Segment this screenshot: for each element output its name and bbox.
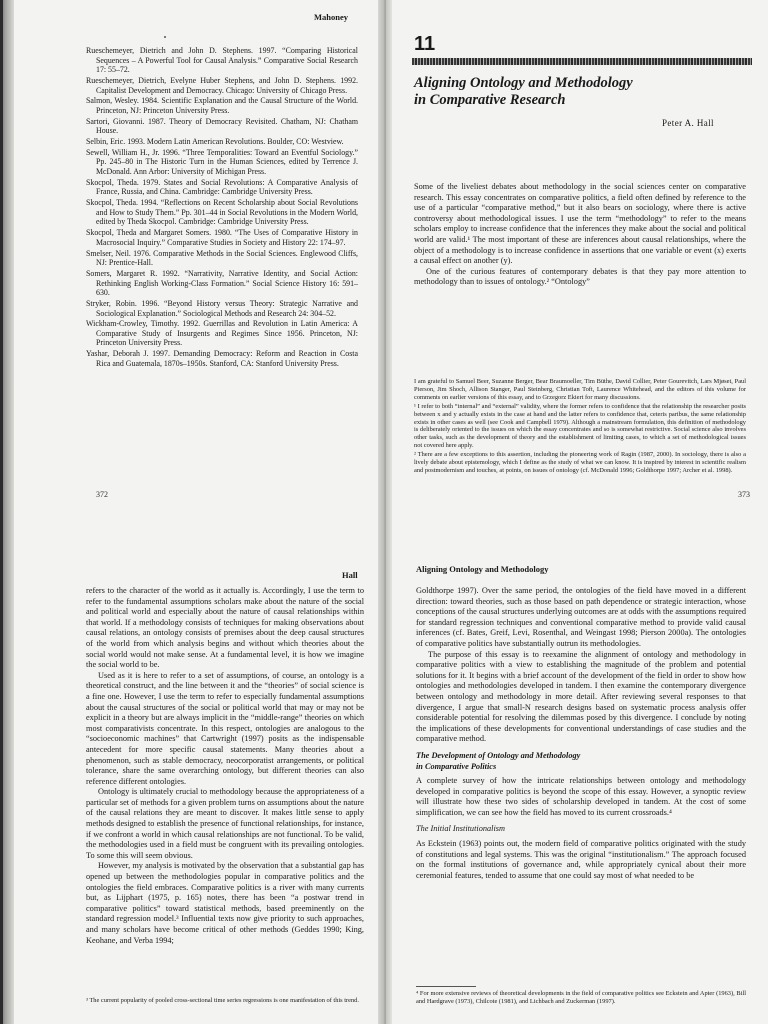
running-head: Aligning Ontology and Methodology (416, 564, 549, 574)
speck (164, 36, 166, 38)
chapter-title-line-1: Aligning Ontology and Methodology (414, 75, 633, 91)
paragraph: Ontology is ultimately crucial to methodology because the appropriateness of a particular set of methods for a given problem turns on assumptions about the nature of the causal relations they are meant to discover. It makes little sense to apply methods designed to establish the presence of functional relationships, for instance, if we confront a world in which causal relationships are not functional. To be valid, the methodologies used in a field must be congruent with its prevailing ontologies. To some this will seem obvious. (86, 787, 364, 860)
footnotes (416, 986, 746, 1007)
running-head: Hall (342, 570, 358, 580)
section-heading-line-2: in Comparative Politics (416, 761, 497, 771)
footnote-2: ² There are a few exceptions to this assertion, including the pioneering work of Ragin (1987, 2000). In sociology, there is also a lively debate about epistemology, which I define as the study of what we can know. It is inspired by interest in scientific realism and postmodernism and touches, at points, on issues of ontology (cf. McDonald 1996; Goldthorpe 1997; Archer et al. 1998). (414, 451, 746, 474)
paragraph: However, my analysis is motivated by the observation that a substantial gap has opened up between the methodologies popular in comparative politics and the ontologies the field embraces. Comparative politics is a river with many currents but, as Lijphart (1975, p. 165) notes, there has been “a postwar trend in comparative politics” toward statistical methods, based preeminently on the standard regression model.³ Influential texts now give priority to such approaches, and many scholars have become critical of other methods (Geddes 1990; King, Keohane, and Verba 1994; (86, 861, 364, 945)
title-rule (412, 58, 752, 65)
reference-entry: Yashar, Deborah J. 1997. Demanding Democracy: Reform and Reaction in Costa Rica and Guatemala, 1870s–1950s. Stanford, CA: Stanford University Press. (86, 349, 358, 368)
reference-list (86, 46, 358, 370)
paragraph: A complete survey of how the intricate relationships between ontology and methodology developed in comparative politics is beyond the scope of this essay. However, a synoptic review will illustrate how these two sides of scholarship developed in tandem. At the cost of some simplification, we can see how the field has moved to its current crossroads.⁴ (416, 776, 746, 817)
reference-entry: Rueschemeyer, Dietrich, Evelyne Huber Stephens, and John D. Stephens. 1992. Capitalist Development and Democracy. Chicago: University of Chicago Press. (86, 75, 358, 95)
footnote-rule (416, 986, 476, 987)
footnote-4: ⁴ For more extensive reviews of theoretical developments in the field of comparative politics see Eckstein and Apter (1963), Bill and Hardgrave (1973), Chilcote (1981), and Lichbach and Zuckerman (1997). (416, 990, 746, 1005)
body-text (414, 182, 746, 288)
reference-entry: Rueschemeyer, Dietrich and John D. Stephens. 1997. “Comparing Historical Sequences – A Powerful Tool for Causal Analysis.” Comparative Social Research 17: 55–72. (86, 46, 358, 75)
bottom-spread (0, 512, 768, 1024)
page-372 (14, 0, 378, 512)
reference-entry: Wickham-Crowley, Timothy. 1992. Guerrillas and Revolution in Latin America: A Comparative Study of Insurgents and Regimes Since 1956. Princeton, NJ: Princeton University Press. (86, 319, 358, 348)
footnotes (86, 997, 364, 1006)
section-heading-line-1: The Development of Ontology and Methodology (416, 750, 581, 760)
reference-entry: Selbin, Eric. 1993. Modern Latin American Revolutions. Boulder, CO: Westview. (86, 137, 344, 147)
page-number: 373 (738, 490, 750, 499)
running-head: Mahoney (314, 12, 348, 22)
chapter-title (414, 75, 754, 109)
paragraph: Used as it is here to refer to a set of assumptions, of course, an ontology is a theoretical construct, and the line between it and the “theories” of social science is a fine one. However, I use the term to refer to especially fundamental assumptions about the causal structures of the social or political world that may or may not be explicit in a theory but are always implicit in the “middle-range” theories on which most comparativists concentrate. In this respect, ontologies are analogous to the “socioeconomic machines” that Cartwright (1997) posits as the indispensable antecedent for more specific causal statements. Many theories about a phenomenon, such as stable democracy, neocorporatist arrangements, or political tolerance, share the same overarching ontology, but different theories can also reference different ontologies. (86, 670, 364, 786)
gutter (378, 0, 392, 512)
reference-entry: Skocpol, Theda. 1994. “Reflections on Recent Scholarship about Social Revolutions and How to Study Them.” Pp. 301–44 in Social Revolutions in the Modern World, edited by Theda Skocpol. Cambridge: Cambridge University Press. (86, 198, 358, 227)
footnotes (414, 378, 746, 476)
body-text (86, 586, 364, 946)
chapter-title-line-2: in Comparative Research (414, 92, 566, 108)
paragraph: Goldthorpe 1997). Over the same period, the ontologies of the field have moved in a different direction: toward theories, such as those based on path dependence or strategic interaction, whose conceptions of the causal structures underlying outcomes are at odds with the assumptions required for standard regression techniques and conventional comparative method to provide valid causal inferences (cf. Bates, Greif, Levi, Rosenthal, and Weingast 1998; Pierson 2000a). The ontologies of comparative politics have substantially outrun its methodologies. (416, 586, 746, 648)
body-text (416, 586, 746, 881)
page-edge (0, 512, 3, 1024)
footnote-3: ³ The current popularity of pooled cross-sectional time series regressions is one manifestation of this trend. (86, 997, 359, 1004)
paragraph: refers to the character of the world as it actually is. Accordingly, I use the term to refer to the fundamental assumptions scholars make about the nature of the social and political world and especially about the nature of causal relationships within that world. If a methodology consists of techniques for making observations about causal relations, an ontology consists of premises about the deep causal structures of the world from which analysis begins and without which theories about the social world would not make sense. At a fundamental level, it is how we imagine the social world to be. (86, 586, 364, 670)
footnote-1: ¹ I refer to both “internal” and “external” validity, where the former refers to confidence that the relationship the researcher posits between x and y actually exists in the case at hand and the latter refers to confidence that, ceteris paribus, the same relationship exists in other cases as well (see Cook and Campbell 1979). Although a mainstream formulation, this definition of methodology is deliberately oriented to the issues on which the essay concentrates and so is somewhat restrictive. Social science also involves other tasks, such as the development of theory and the establishment of limiting cases, to which a set of methodological issues not covered here apply. (414, 402, 746, 450)
chapter-number: 11 (414, 33, 436, 55)
reference-entry: Somers, Margaret R. 1992. “Narrativity, Narrative Identity, and Social Action: Rethinking English Working-Class Formation.” Social Science History 16: 591–630. (86, 268, 358, 298)
page-375 (392, 512, 768, 1024)
reference-entry: Skocpol, Theda. 1979. States and Social Revolutions: A Comparative Analysis of France, Russia, and China. Cambridge: Cambridge University Press. (86, 177, 358, 197)
reference-entry: Sartori, Giovanni. 1987. Theory of Democracy Revisited. Chatham, NJ: Chatham House. (86, 116, 358, 136)
reference-entry: Stryker, Robin. 1996. “Beyond History versus Theory: Strategic Narrative and Sociological Explanation.” Sociological Methods and Research 24: 304–52. (86, 298, 358, 318)
page-edge (0, 0, 3, 512)
paragraph: One of the curious features of contemporary debates is that they pay more attention to methodology than to issues of ontology.² “Ontology” (414, 266, 746, 287)
paragraph: Some of the liveliest debates about methodology in the social sciences center on comparative research. This essay concentrates on comparative politics, a field often defined by reference to the use of a particular “comparative method,” but it also bears on sociology, where there is active controversy about methodological issues. I use the term “methodology” to refer to the means scholars employ to increase confidence that the inferences they make about the social and political world are valid.¹ The most important of these are inferences about causal relationships, where the object of a methodology is to increase confidence in assertions that one variable or event (x) exerts a causal effect on another (y). (414, 182, 746, 266)
gutter (378, 512, 392, 1024)
section-heading (416, 751, 746, 772)
paragraph: As Eckstein (1963) points out, the modern field of comparative politics originated with the study of constitutions and legal systems. This was the original “institutionalism.” The approach focused on the formal institutions of governance and, while appropriately cynical about their more ceremonial features, tended to assume that one could say most of what needed to be (416, 839, 746, 880)
paragraph: The purpose of this essay is to reexamine the alignment of ontology and methodology in comparative politics with a view to establishing the magnitude of the problem and potential solutions for it. It begins with a brief account of the development of the field in order to show how ontologies and methodologies developed in tandem. I then examine the contemporary divergence between ontology and methodology in more detail. After reviewing several responses to that divergence, I argue that small-N research designs based on systematic process analysis offer considerable potential for resolving the dilemmas posed by this divergence. I conclude by noting the implications of these developments for conventional understandings of case studies and the comparative method. (416, 649, 746, 744)
reference-entry: Salmon, Wesley. 1984. Scientific Explanation and the Causal Structure of the World. Princeton, NJ: Princeton University Press. (86, 96, 358, 115)
reference-entry: Skocpol, Theda and Margaret Somers. 1980. “The Uses of Comparative History in Macrosocial Inquiry.” Comparative Studies in Society and History 22: 174–97. (86, 228, 358, 247)
reference-entry: Sewell, William H., Jr. 1996. “Three Temporalities: Toward an Eventful Sociology.” Pp. 245–80 in The Historic Turn in the Human Sciences, edited by Terrence J. McDonald. Ann Arbor: University of Michigan Press. (86, 147, 358, 177)
acknowledgment-note: I am grateful to Samuel Beer, Suzanne Berger, Bear Braumoeller, Tim Büthe, David Collier, Peter Gourevitch, Lars Mjøset, Paul Pierson, Jim Shoch, Allison Stanger, Paul Steinberg, Christian Toft, Laurence Whitehead, and the editors of this volume for comments on earlier versions of this essay, and to Grzegorz Ekiert for many discussions. (414, 378, 746, 401)
page-373 (392, 0, 768, 512)
subsection-heading: The Initial Institutionalism (416, 824, 505, 834)
page-number: 372 (96, 490, 108, 499)
reference-entry: Smelser, Neil. 1976. Comparative Methods in the Social Sciences. Englewood Cliffs, NJ: Prentice-Hall. (86, 248, 358, 268)
page-374 (14, 512, 378, 1024)
author-name: Peter A. Hall (662, 118, 714, 128)
